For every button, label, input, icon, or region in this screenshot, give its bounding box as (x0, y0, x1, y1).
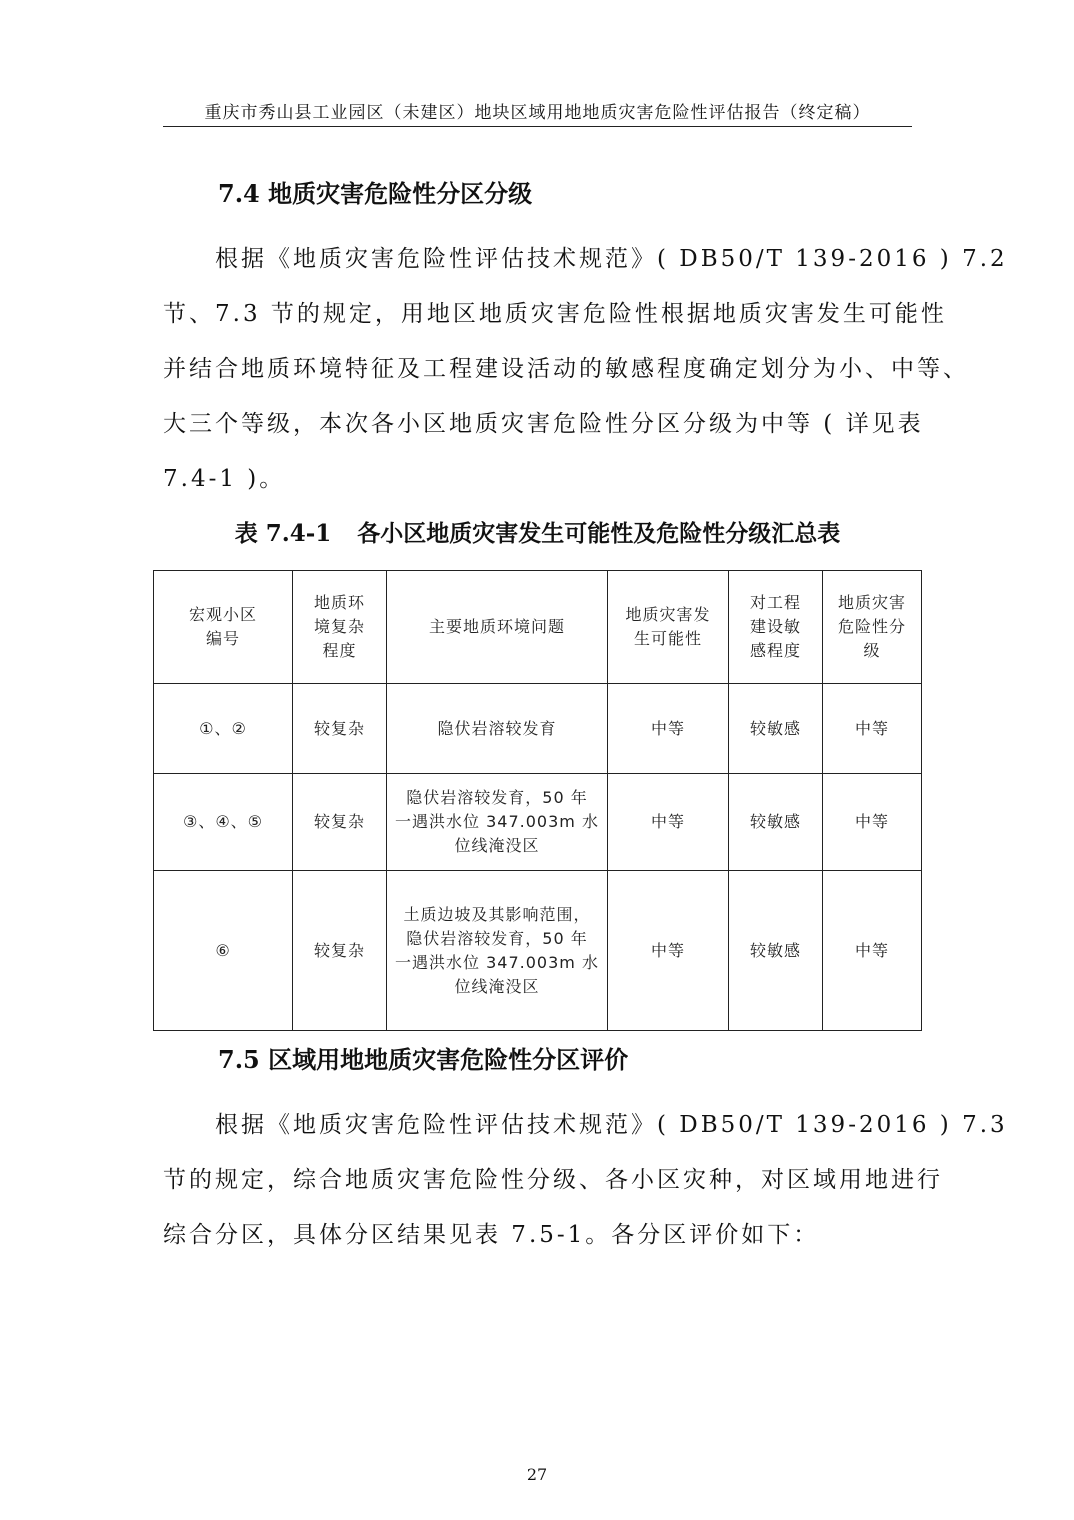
table-cell: 中等 (608, 774, 729, 871)
hazard-summary-table (153, 570, 922, 1031)
paragraph-line: 节的规定，综合地质灾害危险性分级、各小区灾种，对区域用地进行 (163, 1167, 943, 1193)
paragraph-line: 大三个等级，本次各小区地质灾害危险性分区分级为中等 ( 详见表 (163, 411, 924, 437)
table-cell: 中等 (608, 871, 729, 1031)
paragraph-line: 综合分区，具体分区结果见表 7.5-1。各分区评价如下： (163, 1222, 820, 1248)
section-heading-7-5: 7.5 区域用地地质灾害危险性分区评价 (218, 1045, 629, 1074)
table-caption (163, 515, 912, 548)
table-row (154, 871, 922, 1031)
table-header-row (154, 571, 922, 684)
table-cell: ①、② (154, 684, 293, 774)
table-cell: ⑥ (154, 871, 293, 1031)
column-header-sensitivity: 对工程 建设敏 感程度 (729, 571, 823, 684)
table-row (154, 774, 922, 871)
page-number: 27 (526, 1465, 548, 1484)
running-header: 重庆市秀山县工业园区（未建区）地块区域用地地质灾害危险性评估报告（终定稿） (204, 103, 871, 123)
table-cell: 土质边坡及其影响范围， 隐伏岩溶较发育，50 年 一遇洪水位 347.003m 水 位线淹没区 (387, 871, 608, 1031)
table-cell: 较复杂 (293, 684, 387, 774)
table-cell: 较复杂 (293, 774, 387, 871)
table-cell: 中等 (823, 684, 922, 774)
section-heading-7-4: 7.4 地质灾害危险性分区分级 (218, 179, 533, 208)
table-row (154, 684, 922, 774)
paragraph-line: 7.4-1 )。 (163, 466, 286, 492)
table-cell: ③、④、⑤ (154, 774, 293, 871)
paragraph-line: 并结合地质环境特征及工程建设活动的敏感程度确定划分为小、中等、 (163, 356, 969, 382)
table-cell: 隐伏岩溶较发育 (387, 684, 608, 774)
table-cell: 中等 (608, 684, 729, 774)
column-header-hazard-grade: 地质灾害 危险性分 级 (823, 571, 922, 684)
header-rule (163, 126, 912, 127)
table-cell: 隐伏岩溶较发育，50 年 一遇洪水位 347.003m 水 位线淹没区 (387, 774, 608, 871)
table-caption-title: 各小区地质灾害发生可能性及危险性分级汇总表 (357, 520, 841, 547)
table-cell: 中等 (823, 774, 922, 871)
column-header-zone-id: 宏观小区 编号 (154, 571, 293, 684)
column-header-complexity: 地质环 境复杂 程度 (293, 571, 387, 684)
paragraph-line: 根据《地质灾害危险性评估技术规范》( DB50/T 139-2016 ) 7.2 (215, 246, 1008, 272)
paragraph-line: 节、7.3 节的规定，用地区地质灾害危险性根据地质灾害发生可能性 (163, 301, 947, 327)
column-header-likelihood: 地质灾害发 生可能性 (608, 571, 729, 684)
paragraph-line: 根据《地质灾害危险性评估技术规范》( DB50/T 139-2016 ) 7.3 (215, 1112, 1008, 1138)
table-cell: 较敏感 (729, 684, 823, 774)
table-cell: 中等 (823, 871, 922, 1031)
table-caption-number: 表 7.4-1 (234, 520, 332, 547)
table-cell: 较敏感 (729, 871, 823, 1031)
table-cell: 较复杂 (293, 871, 387, 1031)
table-cell: 较敏感 (729, 774, 823, 871)
column-header-main-issues: 主要地质环境问题 (387, 571, 608, 684)
